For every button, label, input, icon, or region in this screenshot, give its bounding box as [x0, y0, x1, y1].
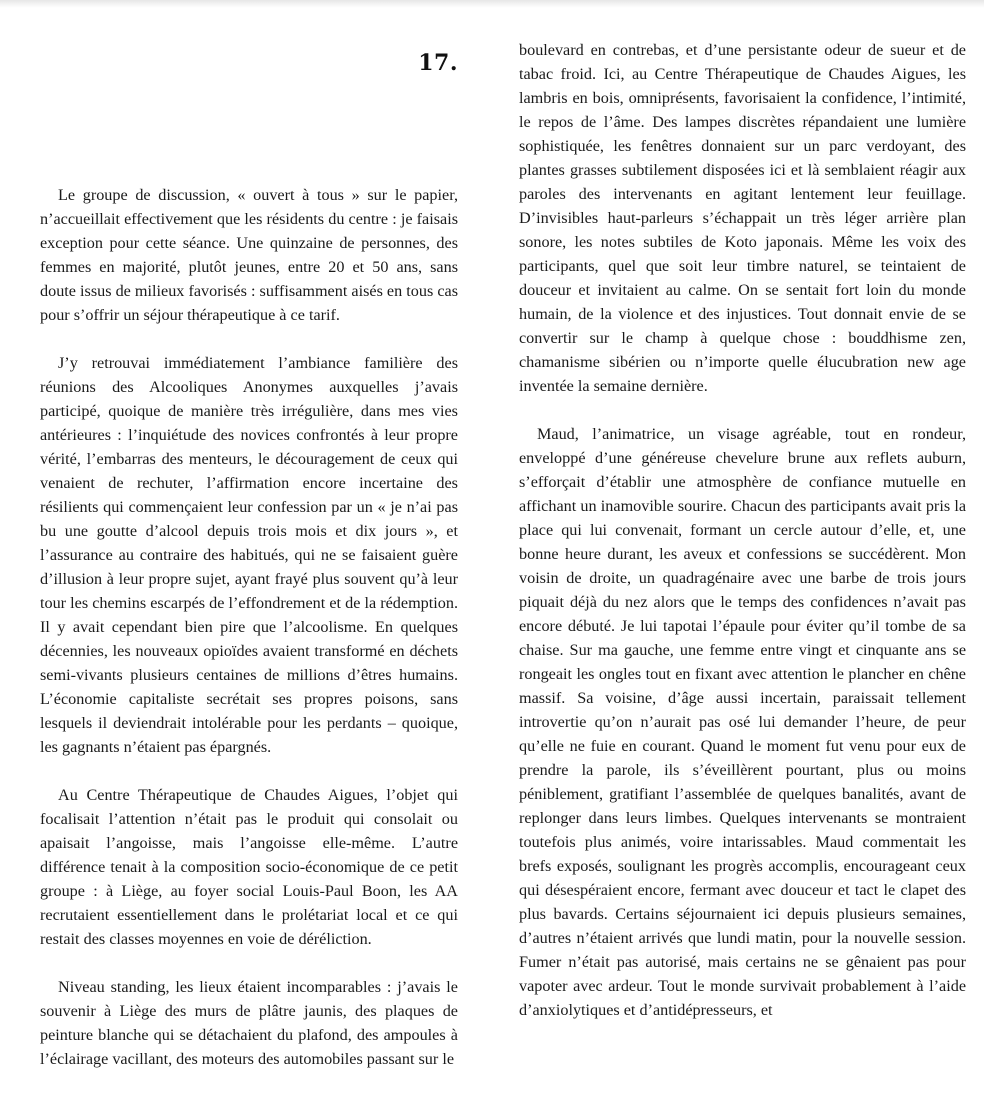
- chapter-number: 17.: [418, 50, 458, 76]
- paragraph: Maud, l’animatrice, un visage agréable, tout en rondeur, enveloppé d’une généreuse chevelure brune aux reflets auburn, s’efforçait d’établir une atmosphère de confiance mutuelle en affichant un inamovible sourire. Chacun des participants avait pris la place qui lui convenait, formant un cercle autour d’elle, et, une bonne heure durant, les aveux et confessions se succédèrent. Mon voisin de droite, un quadragénaire avec une barbe de trois jours piquait déjà du nez alors que le temps des confidences n’avait pas encore débuté. Je lui tapotai l’épaule pour éviter qu’il tombe de sa chaise. Sur ma gauche, une femme entre vingt et cinquante ans se rongeait les ongles tout en fixant avec attention le plancher en chêne massif. Sa voisine, d’âge aussi incertain, paraissait tellement introvertie qu’on n’aurait pas osé lui demander l’heure, de peur qu’elle ne fuie en courant. Quand le moment fut venu pour eux de prendre la parole, ils s’éveillèrent pourtant, plus ou moins péniblement, gratifiant l’assemblée de quelques banalités, avant de replonger dans leurs limbes. Quelques intervenants se montraient toutefois plus animés, voire intarissables. Maud commentait les brefs exposés, soulignant les progrès accomplis, encourageant ceux qui désespéraient encore, fermant avec douceur et tact le clapet des plus bavards. Certains séjournaient ici depuis plusieurs semaines, d’autres n’étaient arrivés que lundi matin, pour la nouvelle session. Fumer n’était pas autorisé, mais certains ne se gênaient pas pour vapoter avec ardeur. Tout le monde survivait probablement à l’aide d’anxiolytiques et d’antidépresseurs, et: [519, 425, 966, 1019]
- paragraph: Le groupe de discussion, « ouvert à tous » sur le papier, n’accueillait effectivement que les résidents du centre : je faisais exception pour cette séance. Une quinzaine de personnes, des femmes en majorité, plutôt jeunes, entre 20 et 50 ans, sans doute issus de milieux favorisés : suffisamment aisés en tous cas pour s’offrir un séjour thérapeutique à ce tarif.: [40, 186, 458, 324]
- paragraph: J’y retrouvai immédiatement l’ambiance familière des réunions des Alcooliques Anonymes auxquelles j’avais participé, quoique de manière très irrégulière, dans mes vies antérieures : l’inquiétude des novices confrontés à leur propre vérité, l’embarras des menteurs, le découragement de ceux qui venaient de rechuter, l’affirmation encore incertaine des résilients qui commençaient leur confession par un « je n’ai pas bu une goutte d’alcool depuis trois mois et dix jours », et l’assurance au contraire des habitués, qui ne se faisaient guère d’illusion à leur propre sujet, ayant frayé plus souvent qu’à leur tour les chemins escarpés de l’effondrement et de la rédemption. Il y avait cependant bien pire que l’alcoolisme. En quelques décennies, les nouveaux opioïdes avaient transformé en déchets semi-vivants plusieurs centaines de millions d’êtres humains. L’économie capitaliste secrétait ses propres poisons, sans lesquels il deviendrait intolérable pour les perdants – quoique, les gagnants n’étaient pas épargnés.: [40, 354, 458, 756]
- paragraph: Au Centre Thérapeutique de Chaudes Aigues, l’objet qui focalisait l’attention n’était pas le produit qui consolait ou apaisait l’angoisse, mais l’angoisse elle-même. L’autre différence tenait à la composition socio-économique de ce petit groupe : à Liège, au foyer social Louis-Paul Boon, les AA recrutaient essentiellement dans le prolétariat local et ce qui restait des classes moyennes en voie de déréliction.: [40, 786, 458, 948]
- left-page-body: [40, 183, 458, 1095]
- paragraph-continued: boulevard en contrebas, et d’une persistante odeur de sueur et de tabac froid. Ici, au Centre Thérapeutique de Chaudes Aigues, les lambris en bois, omniprésents, favorisaient la confidence, l’intimité, le repos de l’âme. Des lampes discrètes répandaient une lumière sophistiquée, les fenêtres donnaient sur un parc verdoyant, des plantes grasses subtilement disposées ici et là semblaient réagir aux paroles des intervenants en agitant lentement leur feuillage. D’invisibles haut-parleurs s’échappait un très léger arrière plan sonore, les notes subtiles de Koto japonais. Même les voix des participants, quel que soit leur timbre naturel, se teintaient de douceur et invitaient au calme. On se sentait fort loin du monde humain, de la violence et des injustices. Tout donnait envie de se convertir sur le champ à quelque chose : bouddhisme zen, chamanisme sibérien ou n’importe quelle élucubration new age inventée la semaine dernière.: [519, 41, 966, 395]
- viewer-top-edge: [0, 0, 984, 8]
- paragraph: Niveau standing, les lieux étaient incomparables : j’avais le souvenir à Liège des murs de plâtre jaunis, des plaques de peinture blanche qui se détachaient du plafond, des ampoules à l’éclairage vacillant, des moteurs des automobiles passant sur le: [40, 978, 458, 1068]
- right-page-body: [519, 38, 966, 1046]
